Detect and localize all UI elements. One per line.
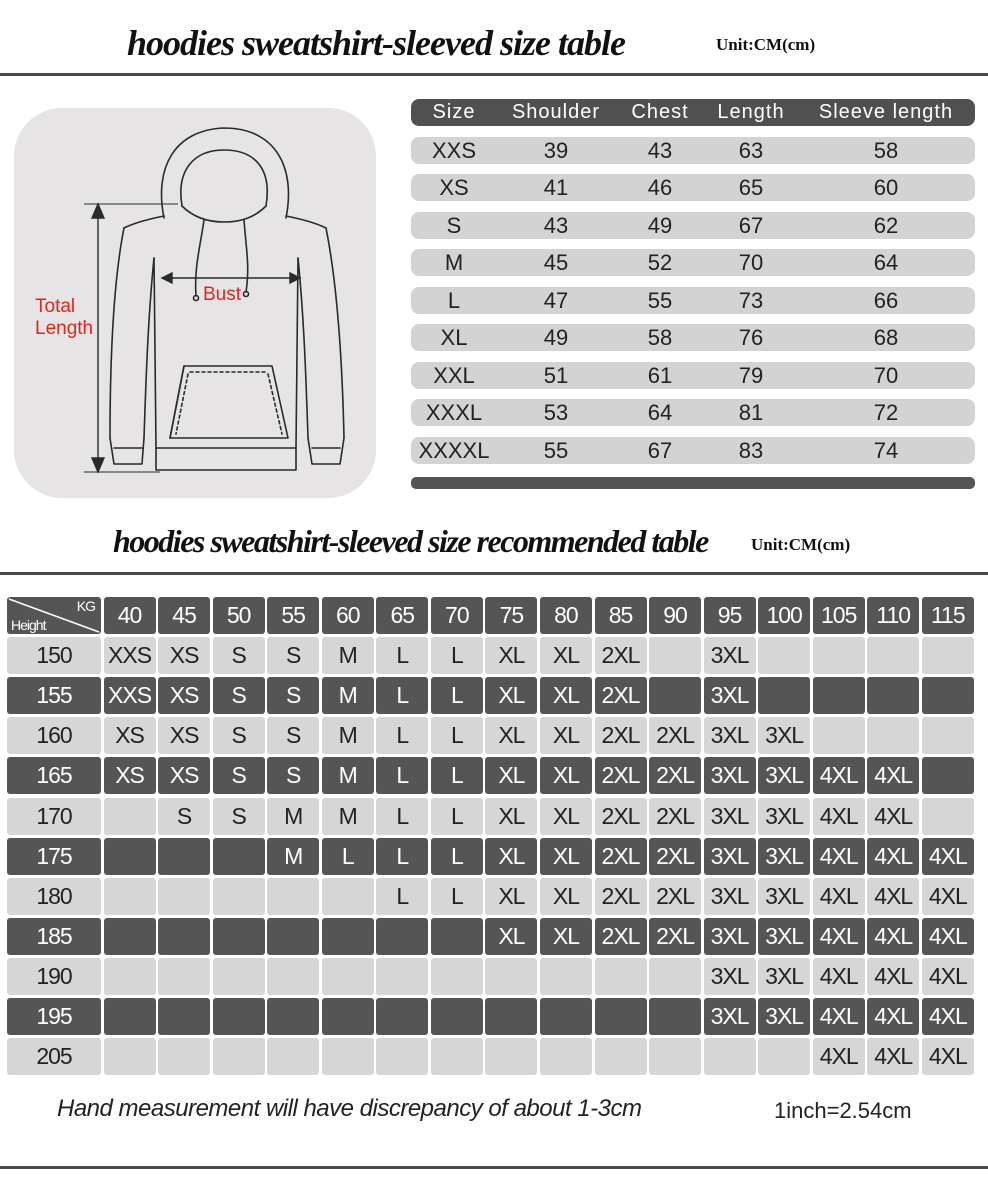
size-recommend-cell: 4XL xyxy=(922,998,974,1035)
size-recommend-cell: 2XL xyxy=(649,878,701,915)
size-recommend-cell: XL xyxy=(485,637,537,674)
size-table-row xyxy=(411,324,975,351)
size-recommend-cell xyxy=(485,958,537,995)
weight-header-cell: 55 xyxy=(267,597,319,634)
size-recommend-cell: 4XL xyxy=(922,838,974,875)
size-cell: 47 xyxy=(543,288,569,313)
size-recommend-cell: 4XL xyxy=(867,958,919,995)
height-label-cell: 165 xyxy=(7,757,101,794)
size-header-cell: Shoulder xyxy=(511,101,601,123)
weight-header-cell: 110 xyxy=(867,597,919,634)
size-recommend-cell: 4XL xyxy=(813,878,865,915)
size-table-row xyxy=(411,137,975,164)
size-cell: 43 xyxy=(543,213,569,238)
size-recommend-cell: M xyxy=(322,677,374,714)
size-recommend-cell: 2XL xyxy=(595,757,647,794)
size-header-cell: Chest xyxy=(631,101,689,123)
size-recommend-cell: 2XL xyxy=(595,838,647,875)
size-recommend-cell: 4XL xyxy=(813,838,865,875)
size-recommend-cell xyxy=(213,918,265,955)
size-recommend-cell xyxy=(213,838,265,875)
size-recommend-cell: M xyxy=(267,798,319,835)
size-recommend-cell: L xyxy=(376,838,428,875)
size-recommend-cell xyxy=(485,1038,537,1075)
size-cell: 66 xyxy=(873,288,899,313)
size-recommend-cell: 3XL xyxy=(758,717,810,754)
size-recommend-cell: 4XL xyxy=(813,798,865,835)
measurement-note: Hand measurement will have discrepancy of about 1-3cm xyxy=(57,1095,642,1122)
size-recommend-cell xyxy=(649,637,701,674)
size-recommend-cell xyxy=(867,677,919,714)
size-recommend-cell xyxy=(104,918,156,955)
size-recommend-cell xyxy=(758,637,810,674)
size-recommend-cell: L xyxy=(376,717,428,754)
size-recommend-cell: 2XL xyxy=(595,798,647,835)
size-recommend-cell xyxy=(649,958,701,995)
size-recommend-cell: S xyxy=(267,637,319,674)
size-cell: 43 xyxy=(647,138,673,163)
size-recommend-cell: S xyxy=(267,677,319,714)
size-recommend-cell: 2XL xyxy=(649,757,701,794)
height-label-cell: 175 xyxy=(7,838,101,875)
size-header-cell: Size xyxy=(432,101,476,123)
height-label-cell: 205 xyxy=(7,1038,101,1075)
size-recommend-cell: XL xyxy=(540,838,592,875)
size-table-row xyxy=(411,399,975,426)
size-recommend-cell xyxy=(322,998,374,1035)
size-recommend-cell: 4XL xyxy=(867,998,919,1035)
size-cell: 46 xyxy=(647,175,673,200)
size-recommend-cell: 4XL xyxy=(813,918,865,955)
size-recommend-cell: XL xyxy=(485,838,537,875)
size-cell: 53 xyxy=(543,400,569,425)
divider-top xyxy=(0,73,988,76)
size-recommend-cell: 4XL xyxy=(813,757,865,794)
size-recommend-cell xyxy=(431,1038,483,1075)
size-recommend-cell: L xyxy=(431,677,483,714)
size-recommend-cell xyxy=(158,958,210,995)
size-cell: 64 xyxy=(647,400,673,425)
total-length-label: Total Length xyxy=(35,296,94,339)
hoodie-illustration xyxy=(14,108,376,498)
size-cell: 39 xyxy=(543,138,569,163)
size-cell: XXL xyxy=(433,363,475,388)
size-cell: 51 xyxy=(543,363,569,388)
size-recommend-cell xyxy=(267,878,319,915)
size-recommend-cell: M xyxy=(267,838,319,875)
bust-label: Bust xyxy=(203,284,242,305)
weight-header-cell: 50 xyxy=(213,597,265,634)
size-recommend-cell: S xyxy=(213,637,265,674)
size-cell: 67 xyxy=(647,438,673,463)
size-recommend-cell: L xyxy=(376,878,428,915)
size-recommend-cell xyxy=(813,717,865,754)
size-recommend-cell: XS xyxy=(104,757,156,794)
size-recommend-cell: 2XL xyxy=(595,878,647,915)
size-recommend-cell: 4XL xyxy=(922,918,974,955)
size-recommend-cell: L xyxy=(322,838,374,875)
size-recommend-cell: XL xyxy=(485,717,537,754)
size-recommend-cell xyxy=(376,1038,428,1075)
size-cell: 73 xyxy=(738,288,764,313)
size-recommend-cell: XL xyxy=(540,918,592,955)
height-label-cell: 160 xyxy=(7,717,101,754)
size-recommend-cell xyxy=(213,958,265,995)
size-recommend-cell xyxy=(431,958,483,995)
size-recommend-cell: L xyxy=(376,637,428,674)
size-recommend-cell xyxy=(158,1038,210,1075)
size-recommend-cell: XL xyxy=(485,757,537,794)
size-recommend-cell: L xyxy=(431,798,483,835)
size-table-row xyxy=(411,249,975,276)
size-recommend-cell: 4XL xyxy=(922,1038,974,1075)
inch-conversion: 1inch=2.54cm xyxy=(774,1098,912,1123)
size-recommend-cell xyxy=(485,998,537,1035)
size-recommend-cell: XS xyxy=(158,717,210,754)
size-recommend-cell: XL xyxy=(485,798,537,835)
size-recommend-cell: XL xyxy=(540,717,592,754)
size-cell: 70 xyxy=(873,363,899,388)
size-recommend-cell: L xyxy=(376,677,428,714)
size-recommend-cell: 3XL xyxy=(704,757,756,794)
size-table-row xyxy=(411,362,975,389)
size-recommend-cell: L xyxy=(431,637,483,674)
size-cell: S xyxy=(446,213,462,238)
size-cell: 70 xyxy=(738,250,764,275)
divider-middle xyxy=(0,572,988,575)
size-recommend-cell xyxy=(104,838,156,875)
size-table-unit: Unit:CM(cm) xyxy=(716,35,816,54)
size-recommend-cell: 4XL xyxy=(813,1038,865,1075)
size-recommend-cell xyxy=(104,878,156,915)
size-recommend-cell: S xyxy=(213,677,265,714)
size-recommend-cell: 3XL xyxy=(758,918,810,955)
size-cell: XXS xyxy=(431,138,477,163)
size-recommend-cell xyxy=(213,998,265,1035)
size-recommend-cell: 3XL xyxy=(758,958,810,995)
size-cell: 68 xyxy=(873,325,899,350)
size-recommend-cell xyxy=(322,878,374,915)
size-cell: XXXXL xyxy=(418,438,490,463)
size-recommend-cell: L xyxy=(431,878,483,915)
size-cell: 45 xyxy=(543,250,569,275)
size-recommend-cell xyxy=(158,838,210,875)
size-cell: M xyxy=(444,250,464,275)
size-recommend-cell: XL xyxy=(485,878,537,915)
weight-header-cell: 105 xyxy=(813,597,865,634)
size-cell: 64 xyxy=(873,250,899,275)
size-recommend-cell: S xyxy=(158,798,210,835)
size-table-row xyxy=(411,174,975,201)
size-recommend-cell xyxy=(267,918,319,955)
size-cell: 58 xyxy=(873,138,899,163)
size-recommend-cell: M xyxy=(322,717,374,754)
size-recommend-cell xyxy=(758,1038,810,1075)
size-recommend-cell xyxy=(431,998,483,1035)
height-label-cell: 185 xyxy=(7,918,101,955)
size-recommend-cell: XS xyxy=(158,677,210,714)
size-recommend-cell xyxy=(649,677,701,714)
size-recommend-cell: 3XL xyxy=(758,838,810,875)
size-recommend-cell: S xyxy=(213,717,265,754)
size-recommend-cell xyxy=(267,958,319,995)
size-recommend-cell: S xyxy=(267,757,319,794)
corner-height-label: Height xyxy=(11,617,46,633)
size-recommend-cell xyxy=(595,998,647,1035)
corner-kg-label: KG xyxy=(76,598,95,614)
height-label-cell: 150 xyxy=(7,637,101,674)
size-recommend-cell xyxy=(540,958,592,995)
size-recommend-cell: 2XL xyxy=(595,677,647,714)
size-recommend-cell xyxy=(595,958,647,995)
size-recommend-cell: 4XL xyxy=(867,838,919,875)
size-recommend-cell: XL xyxy=(540,677,592,714)
size-recommend-cell xyxy=(867,717,919,754)
size-recommend-cell: 4XL xyxy=(813,998,865,1035)
size-recommend-cell xyxy=(649,1038,701,1075)
size-recommend-cell: XL xyxy=(540,637,592,674)
size-recommend-cell xyxy=(104,798,156,835)
size-cell: 55 xyxy=(647,288,673,313)
weight-header-cell: 80 xyxy=(540,597,592,634)
size-cell: 49 xyxy=(647,213,673,238)
size-recommend-cell xyxy=(922,677,974,714)
size-recommend-cell: L xyxy=(431,757,483,794)
size-recommend-cell: L xyxy=(376,757,428,794)
size-recommend-cell: 3XL xyxy=(758,798,810,835)
size-table-row xyxy=(411,437,975,464)
size-recommend-cell: 4XL xyxy=(867,757,919,794)
height-label-cell: 170 xyxy=(7,798,101,835)
size-recommend-cell: 3XL xyxy=(704,958,756,995)
size-recommend-cell xyxy=(922,757,974,794)
size-recommend-cell: XL xyxy=(540,798,592,835)
size-recommend-cell xyxy=(104,1038,156,1075)
size-recommend-cell: S xyxy=(267,717,319,754)
size-recommend-cell: S xyxy=(213,757,265,794)
recommend-table-unit: Unit:CM(cm) xyxy=(751,535,851,554)
size-header-cell: Sleeve length xyxy=(818,101,954,123)
size-recommend-cell xyxy=(376,998,428,1035)
size-recommend-cell xyxy=(104,998,156,1035)
size-recommend-cell xyxy=(376,918,428,955)
size-cell: 83 xyxy=(738,438,764,463)
size-recommend-cell: XS xyxy=(104,717,156,754)
size-cell: 79 xyxy=(738,363,764,388)
size-recommend-cell xyxy=(540,998,592,1035)
size-recommend-cell: 4XL xyxy=(922,878,974,915)
size-recommend-cell: L xyxy=(376,798,428,835)
size-table-title: hoodies sweatshirt-sleeved size table xyxy=(127,23,625,63)
height-label-cell: 180 xyxy=(7,878,101,915)
size-recommend-cell xyxy=(595,1038,647,1075)
size-recommend-cell: 2XL xyxy=(595,637,647,674)
size-recommend-cell xyxy=(922,637,974,674)
size-recommend-cell xyxy=(104,958,156,995)
size-recommend-cell xyxy=(867,637,919,674)
size-recommend-cell xyxy=(704,1038,756,1075)
size-recommend-cell: 4XL xyxy=(867,1038,919,1075)
size-recommend-cell: 3XL xyxy=(704,637,756,674)
size-recommend-cell xyxy=(649,998,701,1035)
size-recommend-cell: 2XL xyxy=(595,717,647,754)
size-recommend-cell xyxy=(322,918,374,955)
divider-bottom xyxy=(0,1166,988,1169)
size-cell: 67 xyxy=(738,213,764,238)
size-recommend-cell: XL xyxy=(540,878,592,915)
size-recommend-cell: 3XL xyxy=(704,798,756,835)
weight-header-cell: 90 xyxy=(649,597,701,634)
size-recommend-cell: 3XL xyxy=(758,998,810,1035)
weight-header-cell: 100 xyxy=(758,597,810,634)
size-recommend-cell: L xyxy=(431,717,483,754)
size-recommend-cell: 2XL xyxy=(595,918,647,955)
size-recommend-cell xyxy=(322,958,374,995)
size-recommend-cell: XXS xyxy=(104,677,156,714)
size-recommend-cell xyxy=(813,637,865,674)
size-recommend-cell: 3XL xyxy=(704,918,756,955)
weight-header-cell: 75 xyxy=(485,597,537,634)
size-recommend-cell: 3XL xyxy=(704,717,756,754)
size-cell: 76 xyxy=(738,325,764,350)
size-recommend-cell: 2XL xyxy=(649,717,701,754)
size-recommend-cell xyxy=(540,1038,592,1075)
size-recommend-cell: 3XL xyxy=(758,757,810,794)
size-recommend-cell: 2XL xyxy=(649,838,701,875)
size-recommend-cell: XL xyxy=(485,918,537,955)
size-table-row xyxy=(411,212,975,239)
size-cell: 52 xyxy=(647,250,673,275)
size-recommend-cell: 3XL xyxy=(704,998,756,1035)
size-recommend-cell xyxy=(376,958,428,995)
size-recommend-cell: 2XL xyxy=(649,798,701,835)
size-recommend-cell xyxy=(431,918,483,955)
size-recommend-cell: M xyxy=(322,637,374,674)
size-cell: L xyxy=(447,288,461,313)
size-recommend-cell: 3XL xyxy=(704,677,756,714)
size-recommend-cell: XL xyxy=(540,757,592,794)
size-recommend-cell xyxy=(213,1038,265,1075)
size-recommend-cell xyxy=(813,677,865,714)
size-recommend-cell: 3XL xyxy=(704,878,756,915)
size-cell: 74 xyxy=(873,438,899,463)
size-recommend-cell xyxy=(158,918,210,955)
size-recommend-cell: S xyxy=(213,798,265,835)
height-label-cell: 155 xyxy=(7,677,101,714)
size-cell: 41 xyxy=(543,175,569,200)
size-recommend-cell: XXS xyxy=(104,637,156,674)
size-recommend-cell: 2XL xyxy=(649,918,701,955)
size-header-cell: Length xyxy=(717,101,785,123)
size-recommend-cell xyxy=(267,998,319,1035)
grid-corner-cell xyxy=(7,597,101,634)
size-recommend-cell xyxy=(158,998,210,1035)
height-label-cell: 195 xyxy=(7,998,101,1035)
size-recommend-cell xyxy=(922,717,974,754)
size-cell: 62 xyxy=(873,213,899,238)
size-recommend-cell xyxy=(158,878,210,915)
size-recommend-cell: XS xyxy=(158,757,210,794)
size-recommend-cell xyxy=(267,1038,319,1075)
size-recommend-cell xyxy=(758,677,810,714)
size-recommend-cell: L xyxy=(431,838,483,875)
size-cell: 72 xyxy=(873,400,899,425)
weight-header-cell: 45 xyxy=(158,597,210,634)
size-table-row xyxy=(411,287,975,314)
size-recommend-cell: M xyxy=(322,798,374,835)
size-recommend-cell: XS xyxy=(158,637,210,674)
size-recommend-cell: 4XL xyxy=(867,798,919,835)
size-cell: 49 xyxy=(543,325,569,350)
size-table-footer-bar xyxy=(411,477,975,489)
weight-header-cell: 70 xyxy=(431,597,483,634)
size-cell: 65 xyxy=(738,175,764,200)
size-cell: 58 xyxy=(647,325,673,350)
recommend-table-title: hoodies sweatshirt-sleeved size recommended table xyxy=(113,523,708,559)
size-recommend-cell: 3XL xyxy=(758,878,810,915)
size-cell: 61 xyxy=(647,363,673,388)
size-cell: XXXL xyxy=(425,400,483,425)
weight-header-cell: 60 xyxy=(322,597,374,634)
size-cell: 55 xyxy=(543,438,569,463)
size-recommend-cell xyxy=(922,798,974,835)
weight-header-cell: 95 xyxy=(704,597,756,634)
size-recommend-cell: XL xyxy=(485,677,537,714)
size-cell: XS xyxy=(439,175,469,200)
size-recommend-cell: 4XL xyxy=(867,878,919,915)
size-recommend-cell: 4XL xyxy=(922,958,974,995)
size-recommend-cell xyxy=(213,878,265,915)
size-cell: 60 xyxy=(873,175,899,200)
size-recommend-cell: M xyxy=(322,757,374,794)
height-label-cell: 190 xyxy=(7,958,101,995)
weight-header-cell: 40 xyxy=(104,597,156,634)
size-cell: 63 xyxy=(738,138,764,163)
size-table-header xyxy=(411,99,975,126)
size-recommend-cell: 3XL xyxy=(704,838,756,875)
size-recommend-cell xyxy=(322,1038,374,1075)
size-cell: 81 xyxy=(738,400,764,425)
weight-header-cell: 115 xyxy=(922,597,974,634)
weight-header-cell: 85 xyxy=(595,597,647,634)
weight-header-cell: 65 xyxy=(376,597,428,634)
size-cell: XL xyxy=(440,325,468,350)
size-recommend-cell: 4XL xyxy=(813,958,865,995)
size-recommend-cell: 4XL xyxy=(867,918,919,955)
